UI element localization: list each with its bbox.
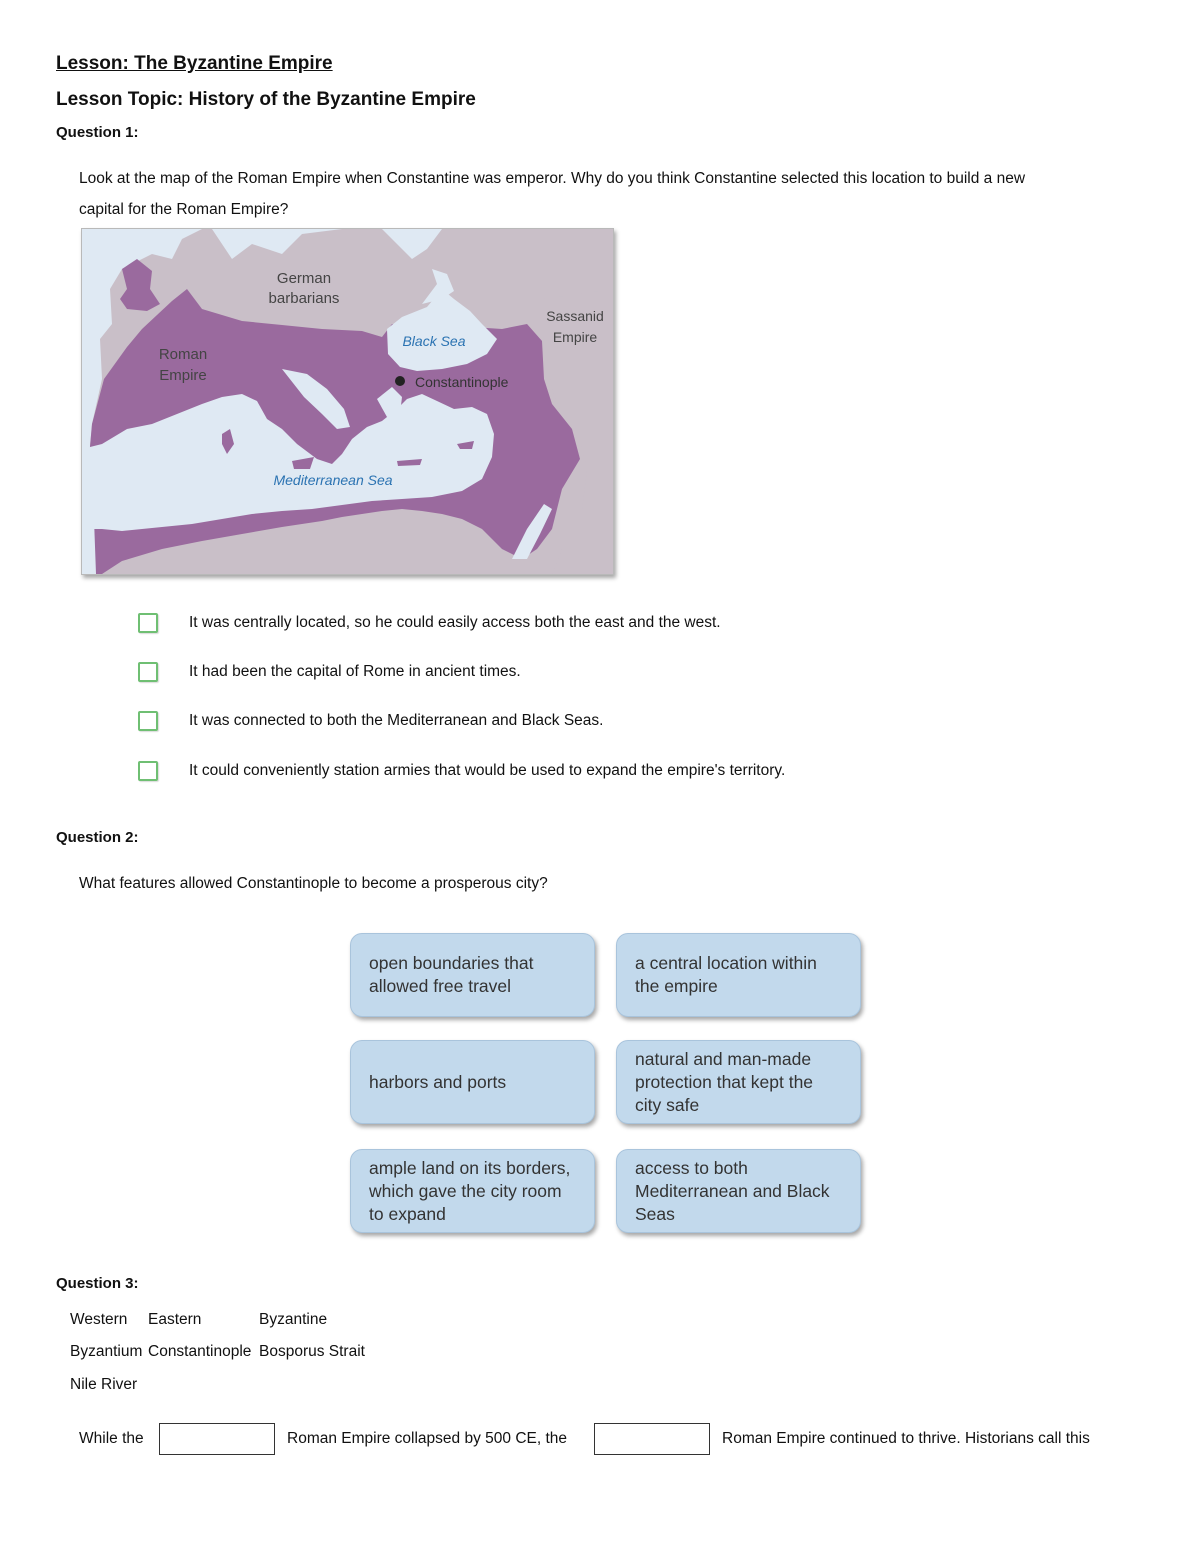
map-label-german-2: barbarians — [268, 290, 340, 307]
map-label-german-1: German — [276, 270, 332, 287]
tile-text — [369, 1071, 506, 1094]
q1-option-3-label: It was connected to both the Mediterranean and Black Seas. — [189, 712, 604, 729]
tile-line: ample land on its borders, — [369, 1157, 571, 1178]
q2-tile-4[interactable] — [616, 1040, 861, 1124]
q1-option-4-label: It could conveniently station armies that would be used to expand the empire's territory. — [189, 762, 786, 779]
blank-1[interactable] — [159, 1423, 275, 1455]
map-label-roman-2: Empire — [159, 367, 207, 384]
word-bank-eastern[interactable]: Eastern — [148, 1311, 202, 1328]
tile-line: protection that kept the — [635, 1071, 814, 1092]
tile-line: Mediterranean and Black — [635, 1180, 830, 1201]
roman-empire-map — [81, 228, 614, 575]
tile-line: allowed free travel — [369, 976, 512, 996]
lesson-topic: Lesson Topic: History of the Byzantine Empire — [56, 89, 476, 110]
tile-text — [369, 952, 533, 998]
question-1-prompt-line-2: capital for the Roman Empire? — [79, 201, 289, 218]
checkbox[interactable] — [138, 761, 158, 781]
q1-option-1[interactable] — [138, 611, 721, 635]
question-1-prompt — [79, 163, 1025, 225]
word-bank-byzantine[interactable]: Byzantine — [259, 1311, 328, 1328]
tile-line: a central location within — [635, 953, 817, 973]
constantinople-marker — [395, 376, 405, 386]
sentence-part-1: While the — [79, 1430, 144, 1447]
map-label-sassanid-2: Empire — [552, 329, 598, 345]
question-1-prompt-line-1: Look at the map of the Roman Empire when Constantine was emperor. Why do you think Constantine selected this location to build a new — [79, 170, 1026, 187]
tile-line: city safe — [635, 1094, 700, 1115]
q1-option-2-label: It had been the capital of Rome in ancient times. — [189, 663, 521, 680]
tile-text — [369, 1157, 570, 1226]
word-bank-bosporus-strait[interactable]: Bosporus Strait — [259, 1343, 365, 1360]
tile-line: open boundaries that — [369, 953, 534, 973]
word-bank-nile-river[interactable]: Nile River — [70, 1376, 138, 1393]
map-label-black-sea: Black Sea — [402, 333, 466, 349]
q2-tile-6[interactable] — [616, 1149, 861, 1233]
checkbox[interactable] — [138, 711, 158, 731]
tile-text — [635, 952, 817, 998]
word-bank-constantinople[interactable]: Constantinople — [148, 1343, 252, 1360]
lesson-title: Lesson: The Byzantine Empire — [56, 53, 333, 74]
tile-line: harbors and ports — [369, 1071, 507, 1092]
q1-option-1-label: It was centrally located, so he could easily access both the east and the west. — [189, 614, 721, 631]
map-graphic — [82, 229, 613, 574]
tile-line: which gave the city room — [369, 1180, 562, 1201]
word-bank-western[interactable]: Western — [70, 1311, 128, 1328]
tile-line: to expand — [369, 1203, 446, 1224]
sentence-part-3: Roman Empire continued to thrive. Historians call this — [722, 1430, 1090, 1447]
word-bank-byzantium[interactable]: Byzantium — [70, 1343, 143, 1360]
blank-2[interactable] — [594, 1423, 710, 1455]
question-2-prompt: What features allowed Constantinople to become a prosperous city? — [79, 875, 548, 892]
q1-option-2[interactable] — [138, 660, 521, 684]
tile-line: access to both — [635, 1157, 748, 1178]
q2-tile-1[interactable] — [350, 933, 595, 1017]
map-label-constantinople: Constantinople — [415, 374, 509, 390]
tile-line: Seas — [635, 1203, 675, 1224]
question-2-label: Question 2: — [56, 829, 139, 846]
tile-text — [635, 1157, 830, 1226]
tile-line: natural and man-made — [635, 1048, 812, 1069]
question-3-label: Question 3: — [56, 1275, 139, 1292]
map-label-mediterranean: Mediterranean Sea — [273, 472, 393, 488]
q1-option-4[interactable] — [138, 759, 786, 783]
q1-option-3[interactable] — [138, 709, 604, 733]
q2-tile-2[interactable] — [616, 933, 861, 1017]
checkbox[interactable] — [138, 662, 158, 682]
sentence-part-2: Roman Empire collapsed by 500 CE, the — [287, 1430, 568, 1447]
q2-tile-5[interactable] — [350, 1149, 595, 1233]
q2-tile-3[interactable] — [350, 1040, 595, 1124]
map-label-roman-1: Roman — [158, 346, 208, 363]
question-1-label: Question 1: — [56, 124, 139, 141]
checkbox[interactable] — [138, 613, 158, 633]
map-label-sassanid-1: Sassanid — [546, 308, 604, 324]
tile-line: the empire — [635, 976, 718, 996]
tile-text — [635, 1048, 813, 1117]
